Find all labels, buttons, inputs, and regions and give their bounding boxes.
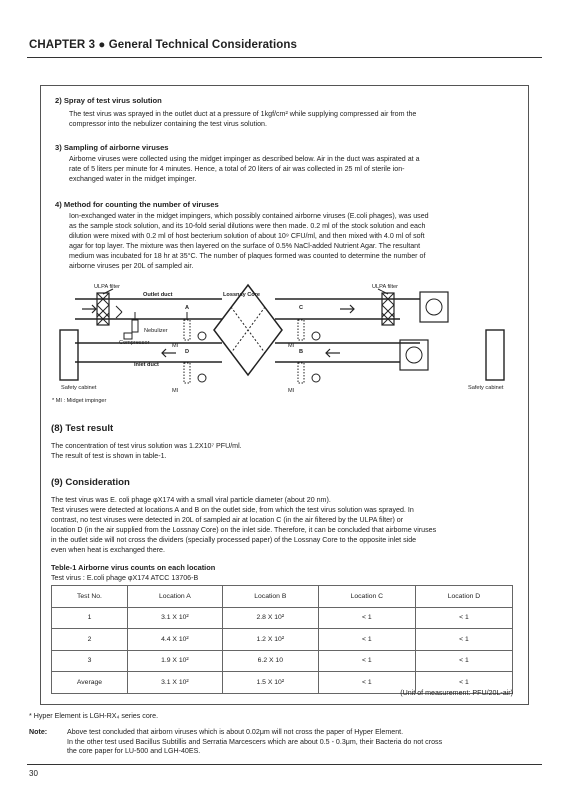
table-cell: 1 [52, 607, 128, 629]
step-2-heading: 2) Spray of test virus solution [55, 96, 162, 105]
table-subtitle: Test virus : E.coli phage φX174 ATCC 13706-B [51, 574, 199, 582]
text-line: dilution were mixed with 0.2 ml of host becterium solution of about 10⁹ CFU/ml, and then mixed with 4.0 ml of soft [69, 232, 425, 240]
table-cell: 3.1 X 10² [127, 607, 222, 629]
table-row [52, 629, 513, 651]
consideration-heading: (9) Consideration [51, 477, 130, 488]
ulpa-filter-right-label: ULPA filter [372, 284, 399, 290]
table-cell: 3.1 X 10² [127, 672, 222, 694]
safety-cabinet-right-label: Safety cabinet [468, 385, 504, 391]
text-line: In the other test used Bacillus Subtillis and Serratia Marcescers which are about 0.5 - 0.3μm, their Bacteria do not cross [67, 737, 443, 746]
text-line: contrast, no test viruses were detected in 20L of sampled air at location C (in the air filtered by the ULPA filter) or [51, 516, 404, 524]
text-line: the core paper for LU-500 and LGH-40ES. [67, 747, 201, 755]
ulpa-filter-left-label: ULPA filter [94, 284, 121, 290]
text-line: The concentration of test virus solution was 1.2X10⁷ PFU/ml. [51, 442, 242, 450]
text-line: medium was incubated for 18 hr at 35°C. The number of plaques formed was counted to determine the number of [69, 252, 426, 260]
column-header: Location D [415, 586, 512, 608]
note-text [67, 728, 527, 757]
text-line: compressor into the nebulizer containing the test virus solution. [69, 120, 267, 128]
table-title: Teble-1 Airborne virus counts on each location [51, 563, 216, 572]
outlet-duct-label: Outlet duct [143, 292, 173, 298]
text-line: The test virus was E. coli phage φX174 with a small viral particle diameter (about 20 nm). [51, 496, 331, 504]
footer-rule [27, 764, 542, 765]
consideration-text [51, 495, 512, 555]
safety-cabinet-left-label: Safety cabinet [61, 385, 97, 391]
inlet-duct-label: Inlet duct [134, 362, 159, 368]
text-line: Airborne viruses were collected using the midget impinger as described below. Air in the duct was aspirated at a [69, 155, 420, 163]
chapter-title: CHAPTER 3 ● General Technical Considerations [29, 39, 298, 51]
table-row [52, 607, 513, 629]
location-b-label: B [299, 349, 304, 355]
table-cell: < 1 [318, 672, 415, 694]
text-line: in the outlet side will not cross the dividers (specially processed paper) of the Lossnay Core to the opposite inlet side [51, 536, 417, 544]
nebulizer-label: Nebulizer [144, 328, 168, 334]
text-line: location D (in the air supplied from the Lossnay Core) on the inlet side. Therefore, it can be concluded that airborne viruses [51, 526, 437, 534]
table-cell: 2 [52, 629, 128, 651]
column-header: Location A [127, 586, 222, 608]
step-3-heading: 3) Sampling of airborne viruses [55, 143, 169, 152]
text-line: rate of 5 liters per minute for 4 minutes. Hence, a total of 20 liters of air was collected in 25 ml of sterile ion- [69, 165, 405, 173]
page-number: 30 [29, 769, 38, 778]
table-cell: 3 [52, 650, 128, 672]
table-cell: 2.8 X 10² [222, 607, 318, 629]
text-line: agar for top layer. The mixture was then layered on the surface of 0.5% NaCl-added Nutrient Agar. The resultant [69, 242, 421, 250]
column-header: Location B [222, 586, 318, 608]
table-cell: < 1 [415, 672, 512, 694]
test-result-heading: (8) Test result [51, 423, 114, 434]
test-result-text [51, 441, 512, 461]
text-line: exchanged water in the midget impinger. [69, 175, 197, 183]
table-cell: Average [52, 672, 128, 694]
table-cell: < 1 [415, 650, 512, 672]
text-line: The result of test is shown in table-1. [51, 452, 167, 460]
mi-label: MI [172, 388, 179, 394]
location-c-label: C [299, 305, 304, 311]
table-cell: 1.9 X 10² [127, 650, 222, 672]
table-cell: 6.2 X 10 [222, 650, 318, 672]
column-header: Location C [318, 586, 415, 608]
text-line: as the sample stock solution, and its 10-fold serial dilutions were then made. 0.2 ml of the stock solution and each [69, 222, 426, 230]
table-cell: < 1 [318, 650, 415, 672]
table-unit-note: (Unit of measurement: PFU/20L-air) [400, 689, 513, 697]
location-d-label: D [185, 349, 190, 355]
text-line: even when heat is exchanged there. [51, 546, 165, 554]
note-label: Note: [29, 728, 48, 736]
table-cell: < 1 [318, 607, 415, 629]
table-cell: 1.5 X 10² [222, 672, 318, 694]
compressor-label: Compressor [119, 340, 150, 346]
table-cell: 4.4 X 10² [127, 629, 222, 651]
text-line: The test virus was sprayed in the outlet duct at a pressure of 1kgf/cm² while supplying compressed air from the [69, 110, 417, 118]
text-line: Test viruses were detected at locations A and B on the outlet side, from which the test virus solution was sprayed. In [51, 506, 414, 514]
table-header-row [52, 586, 513, 608]
table-row [52, 650, 513, 672]
text-line: Ion-exchanged water in the midget impingers, which possibly contained airborne viruses (E.coli phages), was used [69, 212, 429, 220]
mi-footnote: * MI : Midget impinger [52, 398, 107, 404]
mi-label: MI [172, 343, 179, 349]
virus-count-table [51, 585, 513, 694]
mi-label: MI [288, 388, 295, 394]
step-4-heading: 4) Method for counting the number of viruses [55, 200, 219, 209]
table-cell: < 1 [415, 629, 512, 651]
mi-label: MI [288, 343, 295, 349]
text-line: Above test concluded that airborn viruses which is about 0.02μm will not cross the paper of Hyper Element. [67, 728, 404, 736]
table-cell: 1.2 X 10² [222, 629, 318, 651]
lossnay-core-label: Lossnay Core [223, 292, 260, 298]
location-a-label: A [185, 305, 190, 311]
text-line: airborne viruses per 20L of sampled air. [69, 262, 194, 270]
column-header: Test No. [52, 586, 128, 608]
table-cell: < 1 [318, 629, 415, 651]
table-cell: < 1 [415, 607, 512, 629]
hyper-element-footnote: * Hyper Element is LGH-RX₄ series core. [29, 712, 159, 720]
